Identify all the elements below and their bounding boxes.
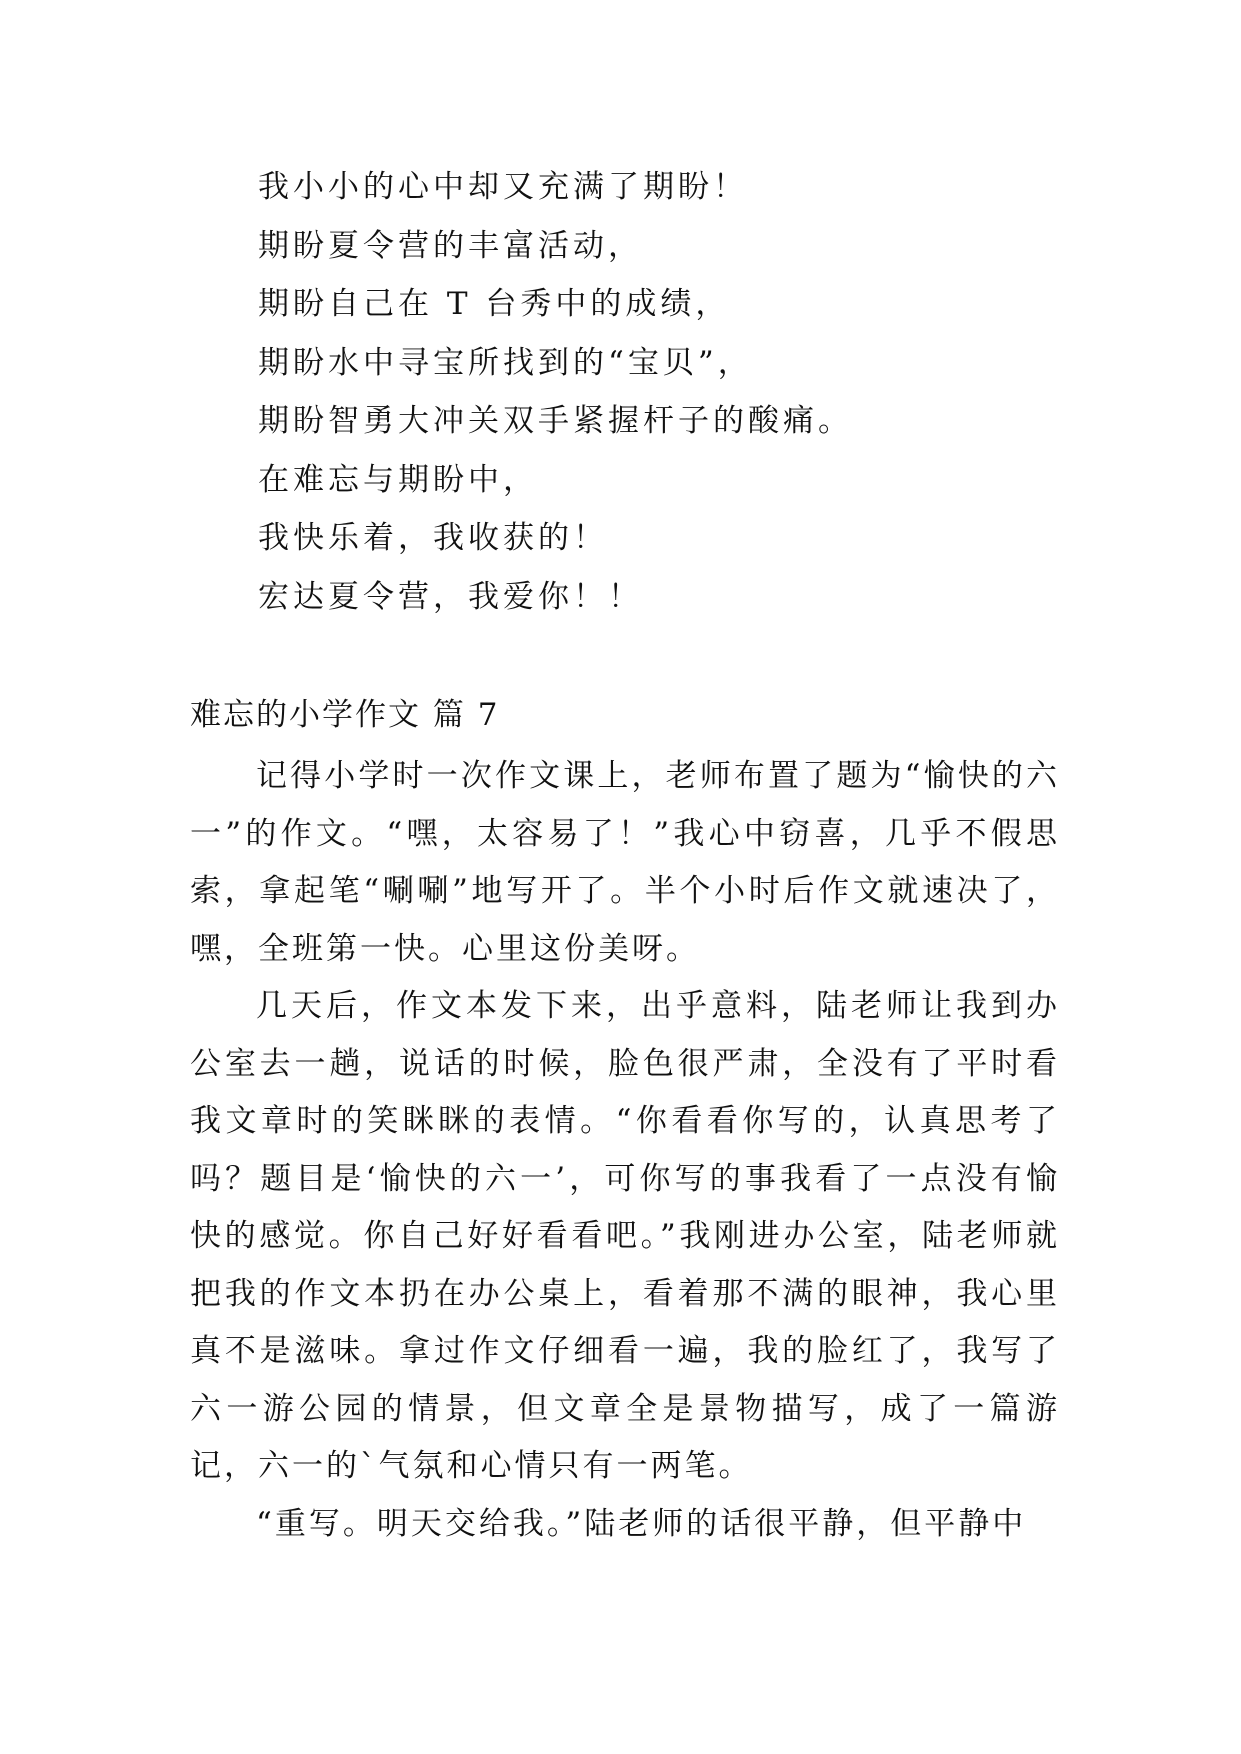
section-title: 难忘的小学作文 篇 7 — [190, 697, 500, 733]
poem-line: 我快乐着，我收获的！ — [258, 520, 608, 556]
poem-block — [258, 158, 1058, 626]
poem-line: 在难忘与期盼中， — [258, 461, 538, 498]
body-text — [190, 748, 1060, 1553]
poem-line: 期盼夏令营的丰富活动， — [258, 227, 643, 264]
poem-line: 期盼水中寻宝所找到的“宝贝”， — [258, 344, 753, 381]
poem-line: 我小小的心中却又充满了期盼！ — [258, 169, 748, 205]
paragraph: 记得小学时一次作文课上，老师布置了题为“愉快的六一”的作文。“嘿，太容易了！”我心中窃喜，几乎不假思索，拿起笔“唰唰”地写开了。半个小时后作文就速决了，嘿，全班第一快。心里这份美呀。 — [190, 758, 1060, 967]
poem-line: 期盼智勇大冲关双手紧握杆子的酸痛。 — [258, 403, 853, 439]
paragraph: 几天后，作文本发下来，出乎意料，陆老师让我到办公室去一趟，说话的时候，脸色很严肃，全没有了平时看我文章时的笑眯眯的表情。“你看看你写的，认真思考了吗？题目是‘愉快的六一’，可你写的事我看了一点没有愉快的感觉。你自己好好看看吧。”我刚进办公室，陆老师就把我的作文本扔在办公桌上，看着那不满的眼神，我心里真不是滋味。拿过作文仔细看一遍，我的脸红了，我写了六一游公园的情景，但文章全是景物描写，成了一篇游记，六一的`气氛和心情只有一两笔。 — [190, 988, 1060, 1484]
poem-line: 期盼自己在 T 台秀中的成绩， — [258, 286, 731, 322]
paragraph: “重写。明天交给我。”陆老师的话很平静，但平静中 — [256, 1505, 1027, 1542]
poem-line: 宏达夏令营，我爱你！！ — [258, 578, 643, 615]
